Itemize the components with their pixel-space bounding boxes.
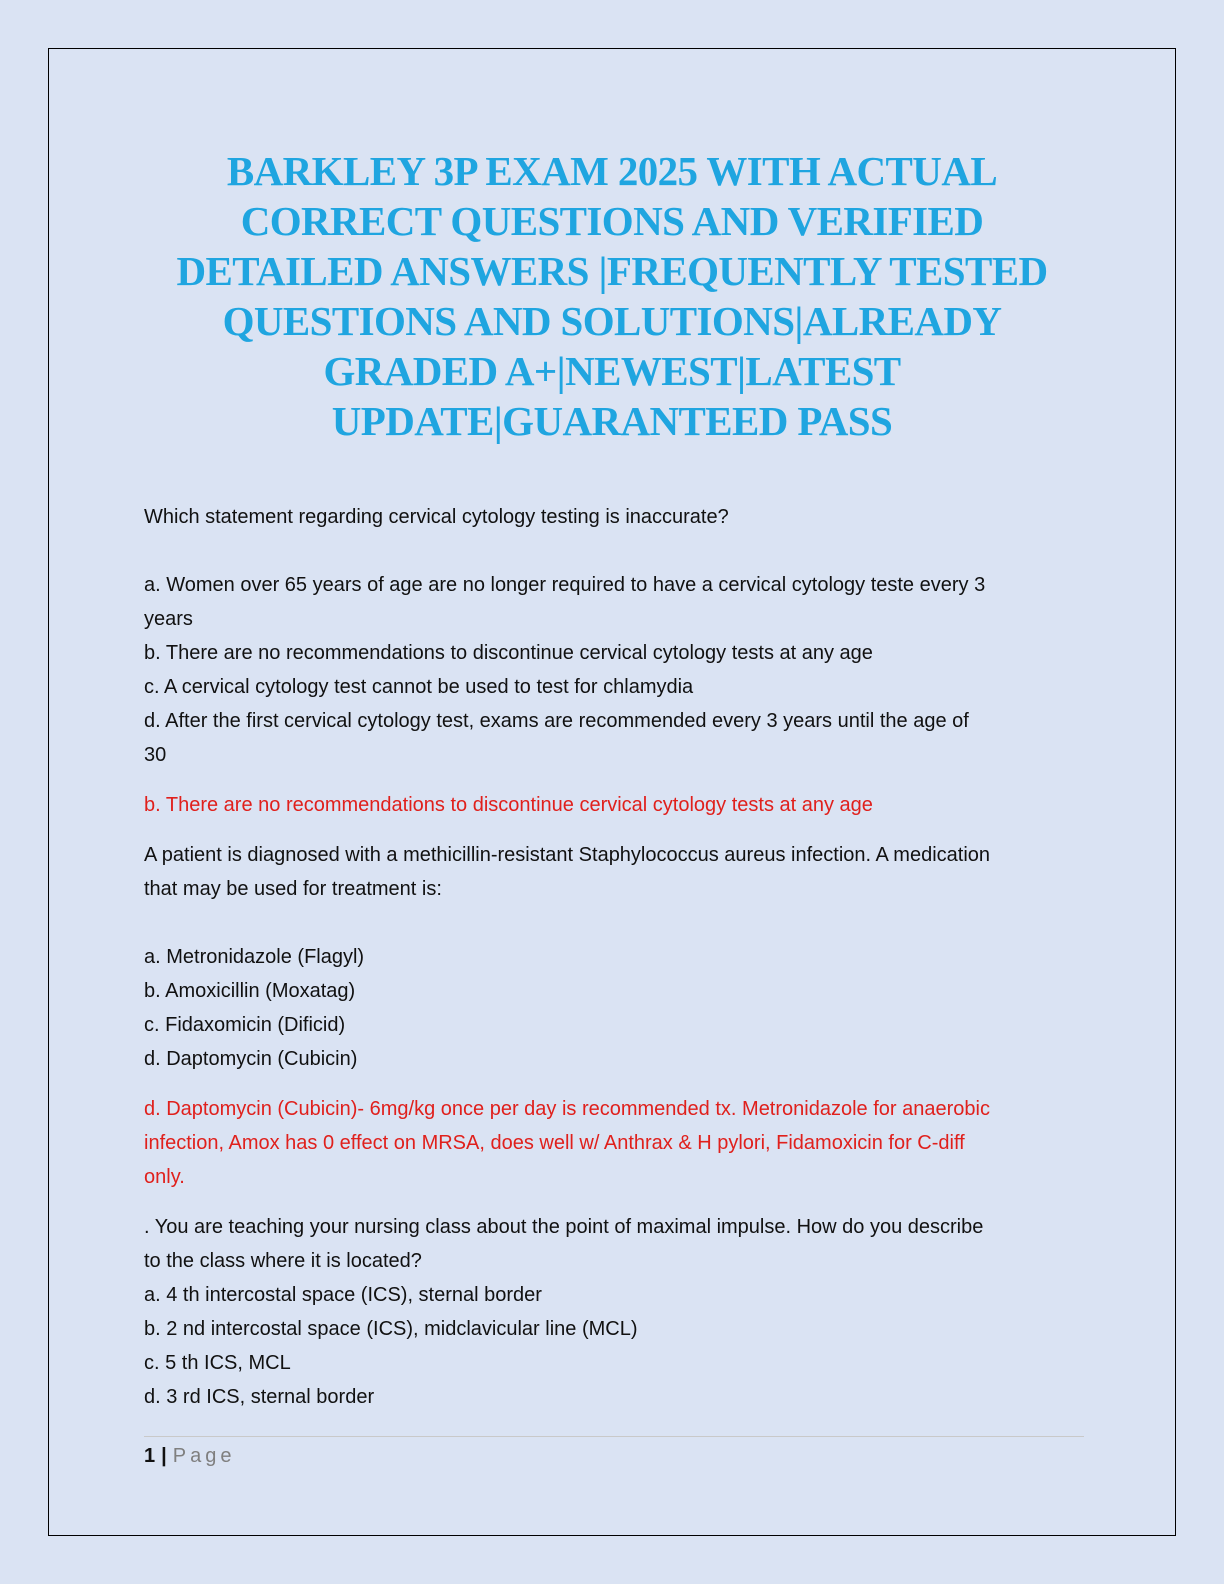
title-line: BARKLEY 3P EXAM 2025 WITH ACTUAL	[226, 148, 998, 194]
document-title	[130, 146, 1094, 446]
option-d: d. After the first cervical cytology test, exams are recommended every 3 years until the age of	[144, 710, 969, 732]
option-a: a. Metronidazole (Flagyl)	[144, 946, 365, 968]
page-label: Page	[172, 1445, 236, 1467]
question-text: Which statement regarding cervical cytology testing is inaccurate?	[144, 506, 729, 528]
title-line: QUESTIONS AND SOLUTIONS|ALREADY	[222, 298, 1002, 344]
option-c: c. A cervical cytology test cannot be used to test for chlamydia	[144, 676, 694, 698]
question-text: . You are teaching your nursing class about the point of maximal impulse. How do you describe	[144, 1216, 984, 1238]
answer-text: b. There are no recommendations to discontinue cervical cytology tests at any age	[144, 794, 873, 816]
option-d-continued: 30	[144, 744, 167, 766]
question-text: A patient is diagnosed with a methicillin-resistant Staphylococcus aureus infection. A medication	[144, 844, 991, 866]
title-line: DETAILED ANSWERS |FREQUENTLY TESTED	[176, 248, 1048, 294]
option-b: b. Amoxicillin (Moxatag)	[144, 980, 356, 1002]
answer-text-continued: infection, Amox has 0 effect on MRSA, does well w/ Anthrax & H pylori, Fidamoxicin for C-diff	[144, 1132, 965, 1154]
option-a: a. Women over 65 years of age are no longer required to have a cervical cytology teste every 3	[144, 574, 986, 596]
option-a-continued: years	[144, 608, 193, 630]
question-text-continued: that may be used for treatment is:	[144, 878, 442, 900]
option-d: d. 3 rd ICS, sternal border	[144, 1386, 375, 1408]
footer-divider	[144, 1436, 1084, 1437]
option-d: d. Daptomycin (Cubicin)	[144, 1048, 358, 1070]
page-footer	[144, 1442, 235, 1470]
question-1	[144, 500, 1084, 822]
answer-text: d. Daptomycin (Cubicin)- 6mg/kg once per day is recommended tx. Metronidazole for anaerobic	[144, 1098, 990, 1120]
question-2	[144, 838, 1084, 1194]
title-line: GRADED A+|NEWEST|LATEST	[323, 348, 901, 394]
page-number: 1	[144, 1445, 156, 1467]
footer-separator: |	[161, 1445, 167, 1467]
title-line: CORRECT QUESTIONS AND VERIFIED	[240, 198, 984, 244]
question-text-continued: to the class where it is located?	[144, 1250, 422, 1272]
title-line: UPDATE|GUARANTEED PASS	[331, 398, 893, 444]
option-b: b. There are no recommendations to discontinue cervical cytology tests at any age	[144, 642, 873, 664]
option-c: c. Fidaxomicin (Dificid)	[144, 1014, 346, 1036]
document-body	[144, 500, 1084, 1414]
answer-text-continued: only.	[144, 1166, 185, 1188]
option-c: c. 5 th ICS, MCL	[144, 1352, 291, 1374]
question-3	[144, 1210, 1084, 1414]
option-b: b. 2 nd intercostal space (ICS), midclavicular line (MCL)	[144, 1318, 638, 1340]
option-a: a. 4 th intercostal space (ICS), sternal border	[144, 1284, 542, 1306]
